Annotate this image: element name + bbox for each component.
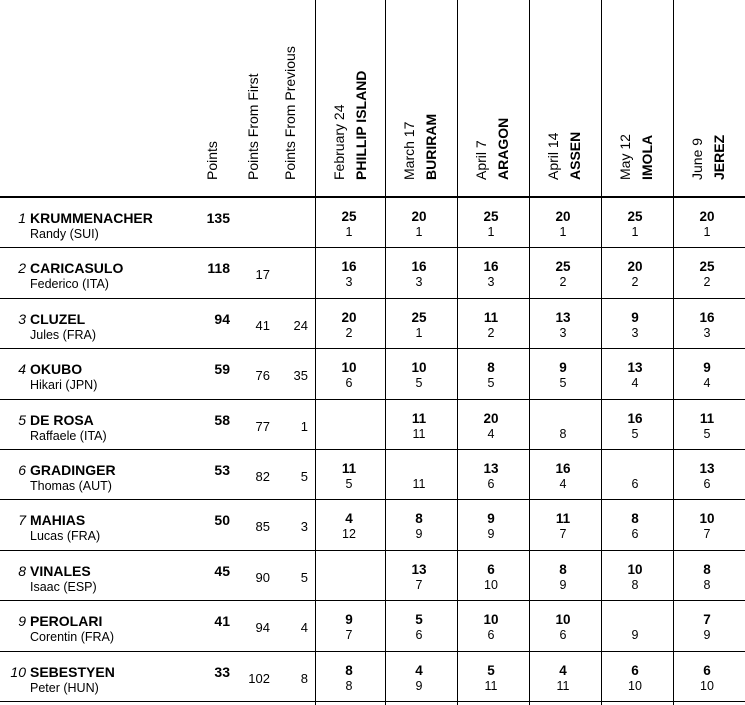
race-position: 5: [559, 376, 567, 391]
race-points: 20: [411, 209, 427, 224]
race-points: 20: [699, 209, 715, 224]
header-divider: [0, 196, 745, 198]
rider-position: 5: [18, 411, 26, 428]
rider-position: 6: [18, 462, 26, 478]
race-points: 10: [627, 561, 643, 577]
race-position: 8: [559, 426, 567, 441]
race-position: 7: [559, 527, 567, 542]
race-position: 4: [703, 376, 711, 391]
race-date: March 17: [401, 121, 417, 180]
row-divider: [0, 499, 745, 500]
rider-points: 118: [207, 260, 230, 277]
header-points: Points: [204, 141, 220, 180]
rider-last-name: PEROLARI: [30, 613, 103, 630]
race-points: 25: [483, 209, 499, 224]
rider-first-name: Lucas (FRA): [30, 529, 101, 544]
race-name: PHILLIP ISLAND: [353, 70, 369, 180]
race-position: 1: [345, 225, 353, 239]
rider-points-from-previous: 35: [293, 368, 308, 384]
race-position: 11: [484, 678, 498, 693]
rider-points-from-previous: 24: [293, 317, 308, 333]
rider-last-name: KRUMMENACHER: [30, 210, 153, 226]
race-position: 6: [415, 628, 423, 643]
rider-points-from-previous: 5: [300, 569, 308, 585]
race-points: 16: [627, 410, 643, 426]
race-points: 13: [699, 461, 715, 476]
race-points: 11: [483, 309, 499, 325]
rider-points: 33: [214, 663, 230, 680]
race-points: 16: [483, 259, 499, 275]
race-position: 11: [556, 678, 570, 693]
rider-last-name: GRADINGER: [30, 462, 116, 478]
race-position: 9: [559, 577, 567, 592]
race-date: April 7: [473, 140, 489, 180]
race-points: 9: [631, 309, 639, 325]
race-position: 2: [631, 275, 639, 290]
race-points: 9: [487, 511, 495, 527]
race-name: JEREZ: [711, 134, 727, 180]
race-name: ARAGON: [495, 117, 511, 180]
race-position: 10: [484, 577, 498, 592]
race-points: 16: [699, 309, 715, 325]
rider-last-name: MAHIAS: [30, 512, 86, 529]
rider-last-name: VINALES: [30, 562, 91, 579]
race-position: 7: [345, 628, 353, 643]
race-name: BURIRAM: [423, 113, 439, 180]
race-points: 8: [559, 561, 567, 577]
race-position: 7: [415, 577, 423, 592]
race-points: 7: [703, 612, 711, 628]
rider-points-from-first: 94: [255, 620, 270, 636]
race-points: 10: [341, 360, 357, 376]
row-divider: [0, 701, 745, 702]
race-position: 5: [631, 426, 639, 441]
race-date: May 12: [617, 134, 633, 180]
race-points: 16: [341, 259, 357, 275]
row-divider: [0, 449, 745, 450]
race-date: February 24: [331, 104, 347, 180]
header-points-from-first: Points From First: [245, 73, 261, 180]
race-points: 9: [559, 360, 567, 376]
race-position: 2: [559, 275, 567, 290]
race-position: 3: [415, 275, 423, 290]
race-points: 13: [627, 360, 643, 376]
race-points: 10: [699, 511, 715, 527]
race-points: 25: [341, 209, 357, 224]
row-divider: [0, 550, 745, 551]
race-points: 6: [631, 662, 639, 678]
race-date: April 14: [545, 132, 561, 180]
race-points: 20: [483, 410, 499, 426]
race-points: 16: [555, 461, 571, 476]
rider-points: 53: [214, 462, 230, 478]
race-position: 10: [700, 678, 714, 693]
race-position: 9: [415, 678, 423, 693]
race-position: 1: [703, 225, 711, 239]
race-points: 11: [699, 410, 715, 426]
race-position: 8: [345, 678, 353, 693]
race-points: 8: [415, 511, 423, 527]
race-points: 10: [555, 612, 571, 628]
rider-points-from-first: 77: [255, 418, 270, 434]
race-position: 3: [559, 325, 567, 340]
race-position: 2: [345, 325, 353, 340]
rider-points-from-previous: 5: [300, 469, 308, 484]
rider-points-from-previous: 3: [300, 519, 308, 535]
row-divider: [0, 298, 745, 299]
race-points: 10: [483, 612, 499, 628]
race-position: 1: [415, 325, 423, 340]
row-divider: [0, 399, 745, 400]
race-position: 1: [559, 225, 567, 239]
race-points: 13: [555, 309, 571, 325]
rider-first-name: Raffaele (ITA): [30, 428, 107, 443]
race-points: 25: [699, 259, 715, 275]
race-points: 13: [483, 461, 499, 476]
rider-points-from-first: 82: [255, 469, 270, 484]
rider-points-from-first: 41: [255, 317, 270, 333]
rider-last-name: OKUBO: [30, 361, 83, 378]
race-position: 2: [703, 275, 711, 290]
rider-position: 3: [18, 310, 26, 327]
rider-first-name: Federico (ITA): [30, 277, 109, 292]
rider-first-name: Hikari (JPN): [30, 378, 98, 393]
rider-points-from-first: 17: [255, 267, 270, 283]
row-divider: [0, 651, 745, 652]
race-position: 6: [487, 477, 495, 491]
rider-first-name: Isaac (ESP): [30, 579, 97, 594]
race-points: 4: [345, 511, 353, 527]
race-position: 6: [487, 628, 495, 643]
rider-points-from-first: 76: [255, 368, 270, 384]
race-points: 9: [345, 612, 353, 628]
rider-position: 1: [18, 210, 26, 226]
race-points: 6: [487, 561, 495, 577]
race-position: 4: [559, 477, 567, 491]
rider-first-name: Peter (HUN): [30, 680, 99, 695]
rider-points: 135: [206, 210, 230, 226]
race-position: 3: [487, 275, 495, 290]
rider-points-from-previous: 4: [300, 620, 308, 636]
race-position: 1: [487, 225, 495, 239]
race-points: 16: [411, 259, 427, 275]
race-points: 8: [703, 561, 711, 577]
race-position: 9: [487, 527, 495, 542]
row-divider: [0, 247, 745, 248]
rider-points-from-first: 102: [248, 670, 270, 686]
race-position: 5: [487, 376, 495, 391]
rider-points: 59: [214, 361, 230, 378]
race-points: 10: [411, 360, 427, 376]
race-points: 11: [555, 511, 571, 527]
race-points: 20: [627, 259, 643, 275]
race-points: 8: [487, 360, 495, 376]
race-points: 13: [411, 561, 427, 577]
race-points: 5: [487, 662, 495, 678]
race-points: 4: [415, 662, 423, 678]
race-position: 5: [345, 477, 353, 491]
race-position: 4: [631, 376, 639, 391]
race-position: 12: [342, 527, 356, 542]
rider-points-from-previous: 8: [300, 670, 308, 686]
race-points: 8: [345, 662, 353, 678]
race-position: 5: [415, 376, 423, 391]
race-points: 11: [341, 461, 357, 476]
rider-position: 4: [18, 361, 26, 378]
race-position: 6: [631, 527, 639, 542]
race-points: 25: [555, 259, 571, 275]
race-position: 11: [412, 426, 426, 441]
rider-first-name: Corentin (FRA): [30, 630, 115, 645]
rider-points: 41: [214, 613, 230, 630]
rider-position: 2: [18, 260, 26, 277]
race-position: 6: [345, 376, 353, 391]
header-points-from-previous: Points From Previous: [282, 46, 298, 180]
race-points: 4: [559, 662, 567, 678]
race-points: 20: [341, 309, 357, 325]
race-points: 9: [703, 360, 711, 376]
rider-last-name: SEBESTYEN: [30, 663, 115, 680]
race-points: 8: [631, 511, 639, 527]
race-position: 8: [703, 577, 711, 592]
rider-points: 94: [214, 310, 230, 327]
rider-position: 9: [18, 613, 26, 630]
race-position: 8: [631, 577, 639, 592]
race-date: June 9: [689, 137, 705, 180]
rider-position: 7: [18, 512, 26, 529]
race-points: 25: [627, 209, 643, 224]
rider-points: 58: [214, 411, 230, 428]
race-position: 1: [415, 225, 423, 239]
race-position: 4: [487, 426, 495, 441]
race-position: 9: [415, 527, 423, 542]
race-position: 11: [412, 477, 426, 491]
race-position: 6: [559, 628, 567, 643]
race-name: ASSEN: [567, 131, 583, 180]
race-points: 25: [411, 309, 427, 325]
rider-points: 50: [214, 512, 230, 529]
rider-last-name: CARICASULO: [30, 260, 124, 277]
row-divider: [0, 600, 745, 601]
rider-first-name: Jules (FRA): [30, 327, 96, 342]
row-divider: [0, 348, 745, 349]
race-position: 6: [703, 477, 711, 491]
race-points: 6: [703, 662, 711, 678]
race-position: 3: [631, 325, 639, 340]
race-position: 6: [631, 477, 639, 491]
race-position: 3: [345, 275, 353, 290]
rider-points-from-first: 85: [255, 519, 270, 535]
rider-points: 45: [214, 562, 230, 579]
race-position: 9: [631, 628, 639, 643]
race-points: 20: [555, 209, 571, 224]
race-position: 7: [703, 527, 711, 542]
race-position: 3: [703, 325, 711, 340]
race-position: 10: [628, 678, 642, 693]
race-points: 11: [411, 410, 427, 426]
race-position: 9: [703, 628, 711, 643]
race-position: 1: [631, 225, 639, 239]
rider-last-name: CLUZEL: [30, 310, 86, 327]
rider-points-from-first: 90: [255, 569, 270, 585]
rider-first-name: Thomas (AUT): [30, 479, 112, 493]
rider-points-from-previous: 1: [300, 418, 308, 434]
rider-position: 8: [18, 562, 26, 579]
rider-last-name: DE ROSA: [30, 411, 94, 428]
race-points: 5: [415, 612, 423, 628]
rider-position: 10: [10, 663, 26, 680]
race-position: 2: [487, 325, 495, 340]
race-name: IMOLA: [639, 134, 655, 180]
race-position: 5: [703, 426, 711, 441]
rider-first-name: Randy (SUI): [30, 227, 99, 241]
